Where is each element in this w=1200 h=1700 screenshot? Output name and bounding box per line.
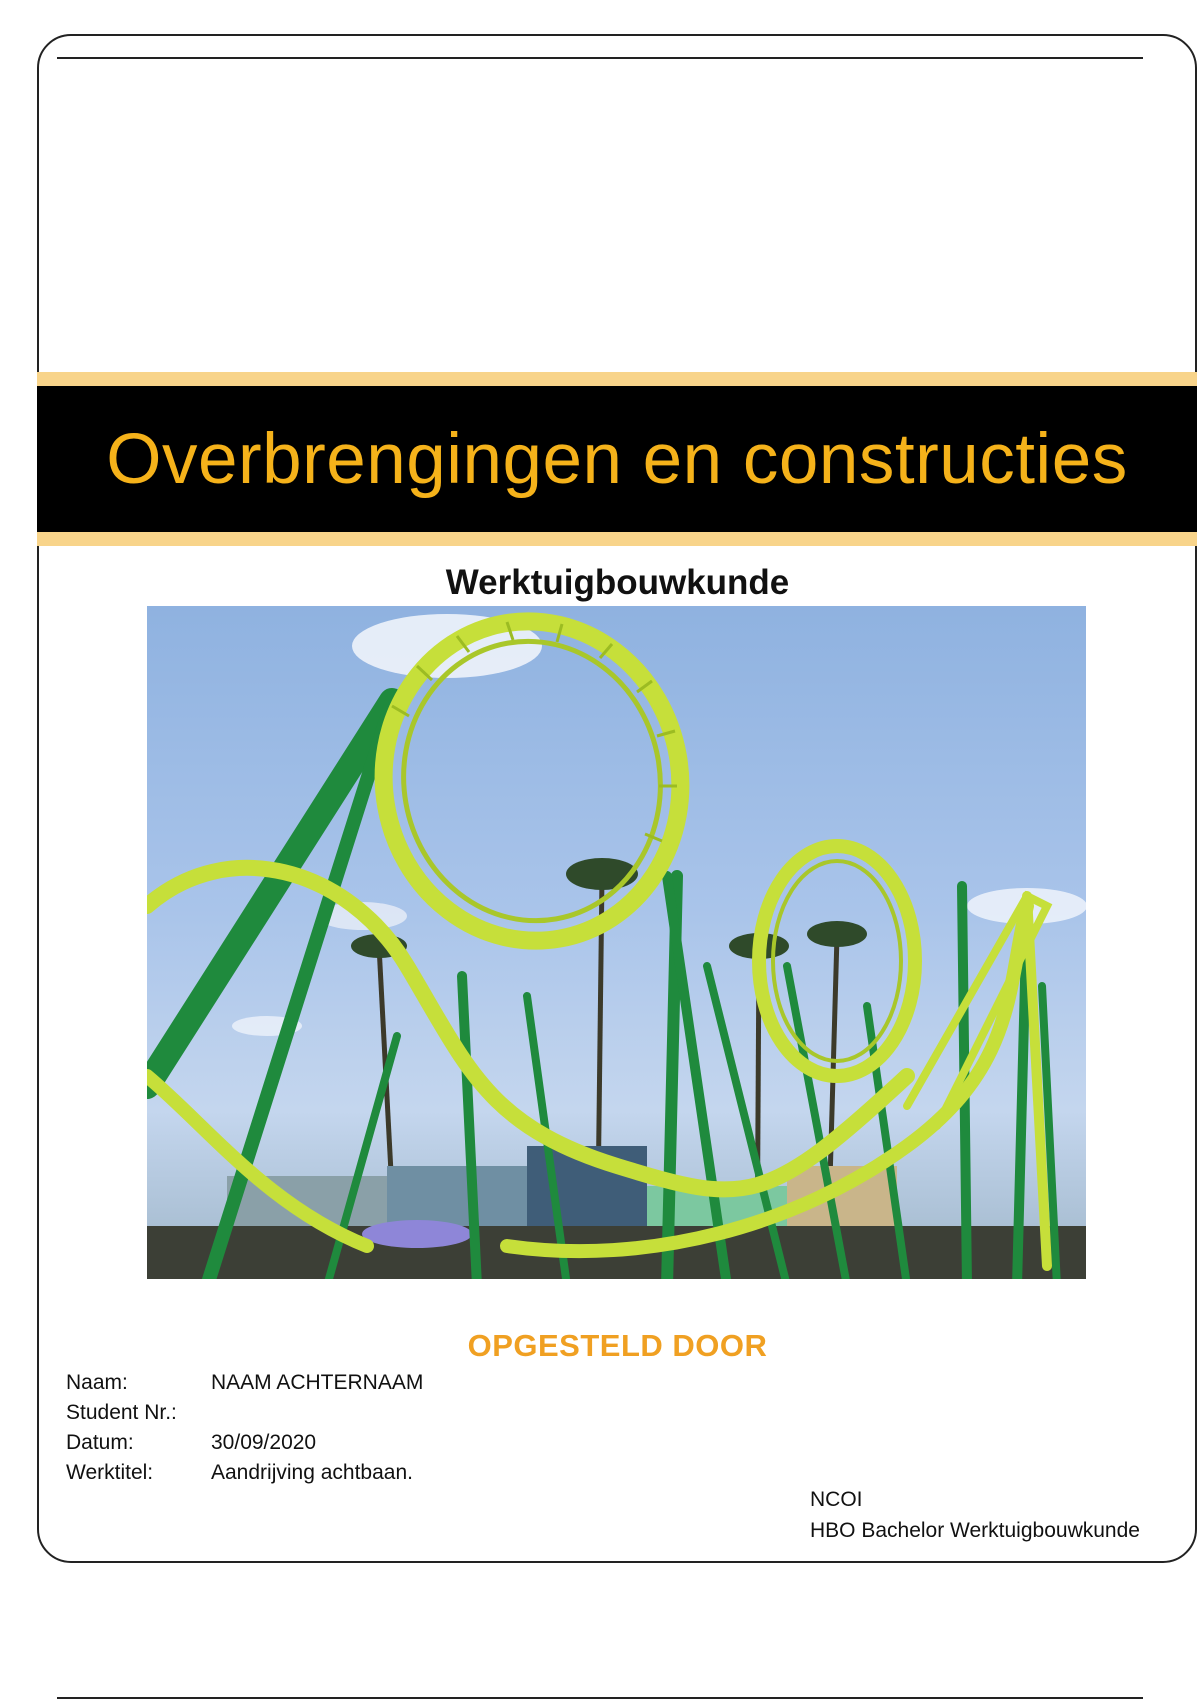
bottom-rule [57, 1697, 1143, 1699]
cover-photo-rollercoaster [147, 606, 1086, 1279]
detail-label: Datum: [66, 1431, 134, 1454]
detail-label: Naam: [66, 1371, 128, 1394]
document-title: Overbrengingen en constructies [106, 419, 1128, 499]
author-details [66, 1368, 423, 1488]
title-band-accent-top [37, 372, 1197, 386]
institution-block [810, 1484, 1140, 1546]
detail-value: 30/09/2020 [211, 1431, 317, 1454]
detail-row-naam [66, 1368, 423, 1398]
detail-row-datum [66, 1428, 423, 1458]
detail-label: Werktitel: [66, 1461, 154, 1484]
detail-value: Aandrijving achtbaan. [211, 1461, 413, 1484]
institution-name: NCOI [810, 1488, 863, 1511]
section-heading-opgesteld-door: OPGESTELD DOOR [467, 1328, 768, 1363]
detail-value: NAAM ACHTERNAAM [211, 1371, 424, 1394]
detail-row-student-nr [66, 1398, 423, 1428]
detail-row-werktitel [66, 1458, 423, 1488]
title-band [37, 386, 1197, 532]
title-band-accent-bottom [37, 532, 1197, 546]
institution-program: HBO Bachelor Werktuigbouwkunde [810, 1519, 1140, 1542]
detail-label: Student Nr.: [66, 1401, 177, 1424]
document-subtitle: Werktuigbouwkunde [445, 563, 790, 602]
